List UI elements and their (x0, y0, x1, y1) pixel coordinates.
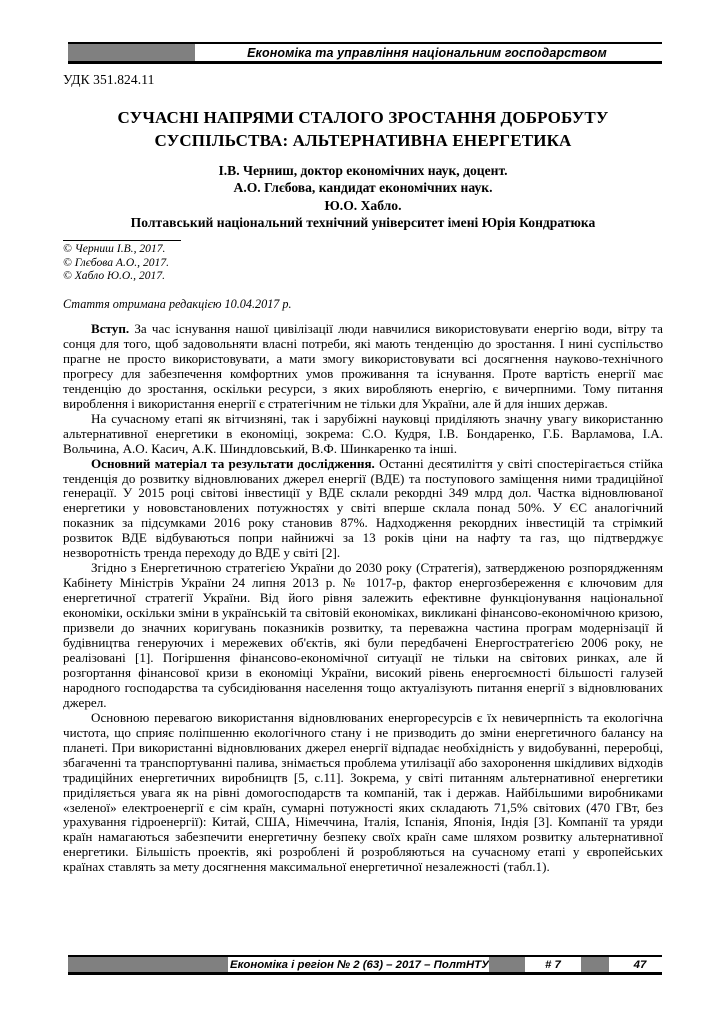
author-1: І.В. Черниш, доктор економічних наук, доцент. (218, 163, 508, 178)
copyright-rule (63, 240, 181, 241)
paragraph-intro (63, 322, 663, 412)
main-results-text: Останні десятиліття у світі спостерігається стійка тенденція до розвитку відновлюваних джерел енергії (ВДЕ) та поступового заміщення ними традиційної генерації. У 2015 році світові інвестиції у ВДЕ склали рекордні 349 млрд дол. Частка відновлюваної енергетики у нововстановлених потужностях у світі вперше склала понад 50%. У ЄС аналогічний показник за підсумками 2016 року становив 87%. Надходження рекордних інвестицій та стрімкий розвиток ВДЕ відбуваються попри найнижчі за 13 років ціни на нафту та газ, що підтверджує незворотність тренда переходу до ВДЕ у світі [2]. (63, 455, 663, 561)
author-block (63, 162, 663, 232)
intro-text: За час існування нашої цивілізації люди навчилися використовувати енергію води, вітру та сонця для того, щоб задовольняти власні потреби, які мають тенденцію до зростання. І нині суспільство прагне не просто використовувати, а мати змогу використовувати всі досягнення науково-технічного прогресу для забезпечення комфортних умов проживання та існування. Проте вартість енергії має тенденцію до зростання, оскільки ресурси, з яких виробляють енергію, є вичерпними. Тому питання вироблення і використання енергії є стратегічним не тільки для України, але й для інших держав. (63, 321, 663, 411)
main-results-heading: Основний матеріал та результати дослідження. (91, 455, 375, 471)
page-footer (68, 955, 662, 975)
paragraph-advantages: Основною перевагою використання відновлюваних енергоресурсів є їх невичерпність та екологічна чистота, що сприяє поліпшенню екологічного стану і не призводить до зміни енергетичного балансу на планеті. При використанні відновлюваних джерел енергії відпадає необхідність у видобуванні, переробці, збагаченні та транспортуванні палива, знімається проблема утилізації або захоронення шкідливих відходів традиційних енергетичних виробництв [5, с.11]. Зокрема, у світі питанням альтернативної енергетики приділяється увага як на рівні домогосподарств та компаній, так і держав. Найбільшими виробниками «зеленої» електроенергії є сім країн, сумарні потужності яких складають 71,5% світових (470 ГВт, без урахування гідроенергії): Китай, США, Німеччина, Італія, Іспанія, Японія, Індія [3]. Компанії та уряди країн намагаються забезпечити енергетичну безпеку своїх країн саме шляхом розвитку альтернативної енергетики. Більшість проектів, які розроблені й розробляються на сучасному етапі у європейських країнах ставлять за мету досягнення максимальної енергетичної незалежності (табл.1). (63, 709, 663, 875)
article-body (63, 322, 663, 875)
intro-heading: Вступ. (91, 321, 130, 336)
paragraph-strategy: Згідно з Енергетичною стратегією України до 2030 року (Стратегія), затвердженою розпорядженням Кабінету Міністрів України 24 липня 2013 р. № 1017-р, фактор енергозбереження є ключовим для енергетичної стратегії України. Від його рівня залежить ефективне функціонування національної економіки, оскільки зміни в українській та світовій економіках, викликані фінансово-економічною кризою, призвели до значних коригувань показників розвитку, та переважна частина програм модернізації й будівництва генеруючих і мережевих об'єктів, які були передбачені Енергостратегією 2006 року, не реалізовані [1]. Погіршення фінансово-економічної ситуації не тільки на світових ринках, але й розгортання фінансової кризи в економіці України, високий рівень енергоємності більшості галузей народного господарства та субсидіювання населення тощо актуалізують питання енергії з відновлюваних джерел. (63, 560, 663, 710)
affiliation: Полтавський національний технічний університет імені Юрія Кондратюка (130, 215, 596, 231)
author-3: Ю.О. Хабло. (324, 197, 402, 213)
running-head (68, 42, 662, 64)
footer-page-number: 47 (609, 957, 671, 972)
udc-code: УДК 351.824.11 (63, 72, 155, 87)
copyright-line-3: © Хабло Ю.О., 2017. (63, 269, 166, 283)
footer-gray-block-2 (489, 957, 525, 972)
article-title-line-1: СУЧАСНІ НАПРЯМИ СТАЛОГО ЗРОСТАННЯ ДОБРОБУТУ (117, 108, 609, 127)
running-head-gray-block (68, 44, 196, 61)
footer-gray-block-3 (581, 957, 609, 972)
footer-journal-title: Економіка і регіон № 2 (63) – 2017 – ПолтНТУ (230, 958, 489, 971)
copyright-block (63, 240, 181, 283)
received-date: Стаття отримана редакцією 10.04.2017 р. (63, 297, 292, 311)
article-title-line-2: СУСПІЛЬСТВА: АЛЬТЕРНАТИВНА ЕНЕРГЕТИКА (154, 131, 572, 150)
copyright-line-1: © Черниш І.В., 2017. (63, 242, 166, 255)
paragraph-researchers: На сучасному етапі як вітчизняні, так і зарубіжні науковці приділяють значну увагу використанню альтернативної енергетики в економіці, зокрема: С.О. Кудря, І.В. Бондаренко, Г.Б. Варламова, І.А. Вольчина, А.О. Касич, А.К. Шиндловський, В.Ф. Шинкаренко та інші. (63, 410, 663, 456)
running-head-title: Економіка та управління національним господарством (196, 44, 662, 61)
copyright-line-2: © Глєбова А.О., 2017. (63, 255, 170, 269)
footer-issue-number: # 7 (525, 957, 581, 972)
paragraph-main-results (63, 457, 663, 562)
author-2: А.О. Глєбова, кандидат економічних наук. (233, 180, 493, 196)
article-title (63, 106, 663, 152)
footer-gray-block-left (68, 957, 228, 972)
